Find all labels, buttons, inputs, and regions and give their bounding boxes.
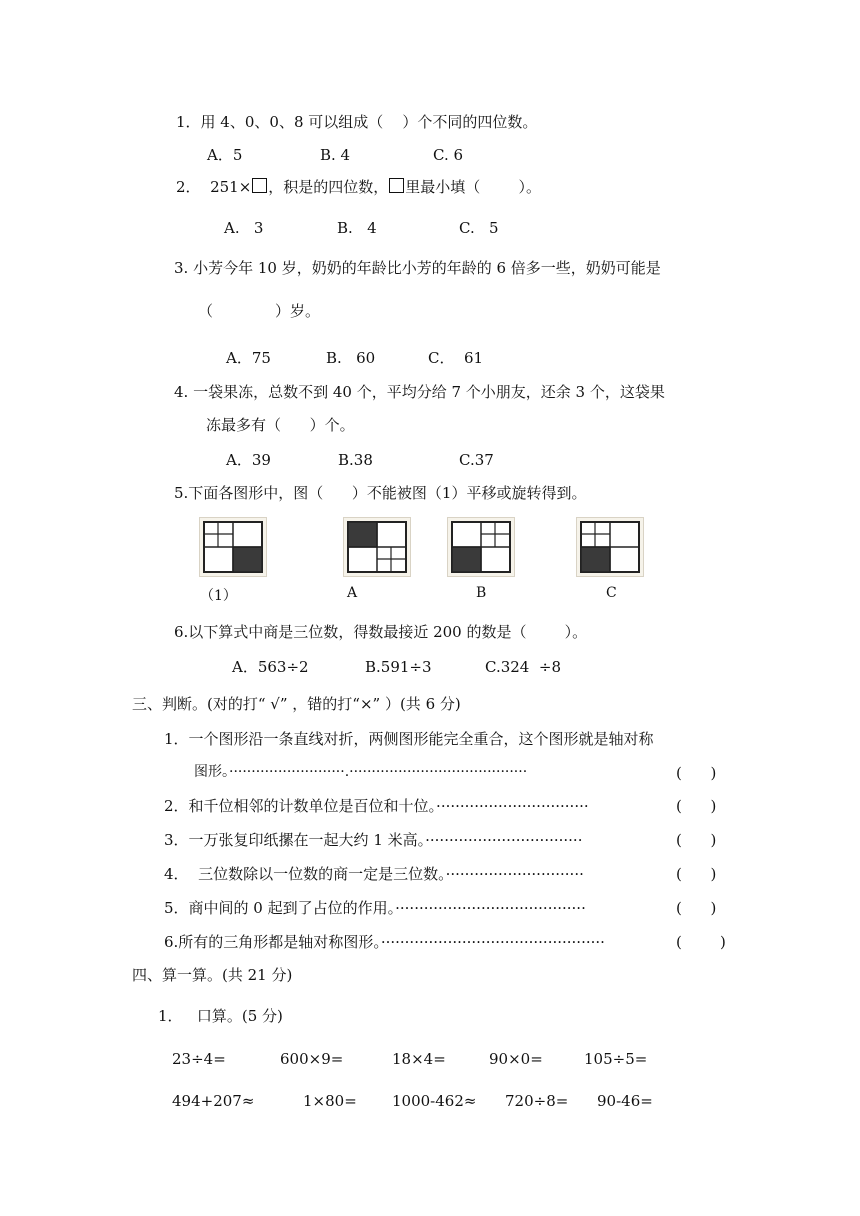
- blank-square-icon: [389, 178, 404, 193]
- judge-item-4: 4． 三位数除以一位数的商一定是三位数。·····························: [164, 865, 584, 883]
- judge-answer-box-6[interactable]: ( ): [676, 933, 726, 951]
- q4-option-c: C.37: [459, 451, 494, 469]
- judge-item-1-line-1: 1．一个图形沿一条直线对折，两侧图形能完全重合，这个图形就是轴对称: [164, 730, 654, 748]
- judge-item-6: 6.所有的三角形都是轴对称图形。···············································: [164, 933, 605, 951]
- question-4-line-2: 冻最多有（ ）个。: [206, 416, 355, 434]
- q1-option-a: A．5: [207, 146, 243, 164]
- q2-prefix: 2． 251×: [176, 178, 252, 196]
- figure-a-label: A: [347, 585, 358, 601]
- q2-option-b: B. 4: [337, 219, 377, 237]
- judge-item-2: 2．和千位相邻的计数单位是百位和十位。································: [164, 797, 589, 815]
- q4-option-b: B.38: [338, 451, 373, 469]
- figure-c-label: C: [606, 585, 617, 601]
- question-5: 5.下面各图形中，图（ ）不能被图（1）平移或旋转得到。: [174, 484, 587, 502]
- calc-row-2-item-2: 1×80=: [303, 1092, 357, 1110]
- calc-row-2-item-1: 494+207≈: [172, 1092, 255, 1110]
- q3-option-b: B. 60: [326, 349, 376, 367]
- q2-option-c: C. 5: [459, 219, 499, 237]
- figure-b: [447, 517, 515, 577]
- judge-answer-box-4[interactable]: ( ): [676, 865, 717, 883]
- q3-option-c: C． 61: [428, 349, 484, 367]
- q6-option-c: C.324 ÷8: [485, 658, 561, 676]
- judge-answer-box-1[interactable]: ( ): [676, 764, 717, 782]
- calc-row-1-item-5: 105÷5=: [584, 1050, 648, 1068]
- q2-option-a: A. 3: [224, 219, 264, 237]
- judge-answer-box-3[interactable]: ( ): [676, 831, 717, 849]
- figure-1: [199, 517, 267, 577]
- judge-answer-box-5[interactable]: ( ): [676, 899, 717, 917]
- judge-item-1-line-2: 图形。··························.········································: [194, 764, 528, 780]
- q1-option-b: B. 4: [320, 146, 351, 164]
- figure-1-label: （1）: [200, 588, 237, 604]
- blank-square-icon: [252, 178, 267, 193]
- q4-option-a: A．39: [226, 451, 271, 469]
- q3-option-a: A．75: [226, 349, 271, 367]
- calc-row-1-item-4: 90×0=: [489, 1050, 543, 1068]
- calc-row-2-item-3: 1000-462≈: [392, 1092, 477, 1110]
- calc-row-2-item-4: 720÷8=: [505, 1092, 569, 1110]
- calc-row-1-item-1: 23÷4=: [172, 1050, 226, 1068]
- calc-section-heading: 四、算一算。(共 21 分): [132, 966, 293, 984]
- figure-c: [576, 517, 644, 577]
- q1-option-c: C. 6: [433, 146, 464, 164]
- question-3-line-2: （ ）岁。: [198, 302, 320, 320]
- q2-suffix: ，积是的四位数，: [268, 178, 389, 196]
- judge-answer-box-2[interactable]: ( ): [676, 797, 717, 815]
- calc-row-1-item-2: 600×9=: [280, 1050, 344, 1068]
- judge-item-5: 5．商中间的 0 起到了占位的作用。········································: [164, 899, 586, 917]
- q6-option-a: A．563÷2: [232, 658, 309, 676]
- question-6: 6.以下算式中商是三位数，得数最接近 200 的数是（ ）。: [174, 623, 588, 641]
- oral-calc-subheading: 1． 口算。(5 分): [158, 1007, 283, 1025]
- q2-suffix2: 里最小填（ ）。: [405, 178, 541, 196]
- figure-b-label: B: [476, 585, 487, 601]
- question-1: 1．用 4、0、0、8 可以组成（ ）个不同的四位数。: [176, 113, 538, 131]
- question-3-line-1: 3. 小芳今年 10 岁，奶奶的年龄比小芳的年龄的 6 倍多一些，奶奶可能是: [174, 259, 661, 277]
- judge-section-heading: 三、判断。(对的打“ √” ，错的打“×” ）(共 6 分): [132, 695, 461, 713]
- calc-row-2-item-5: 90-46=: [597, 1092, 653, 1110]
- question-2: [176, 177, 541, 197]
- q6-option-b: B.591÷3: [365, 658, 432, 676]
- judge-item-3: 3．一万张复印纸摞在一起大约 1 米高。·································: [164, 831, 583, 849]
- question-4-line-1: 4. 一袋果冻，总数不到 40 个，平均分给 7 个小朋友，还余 3 个，这袋果: [174, 383, 665, 401]
- calc-row-1-item-3: 18×4=: [392, 1050, 446, 1068]
- figure-a: [343, 517, 411, 577]
